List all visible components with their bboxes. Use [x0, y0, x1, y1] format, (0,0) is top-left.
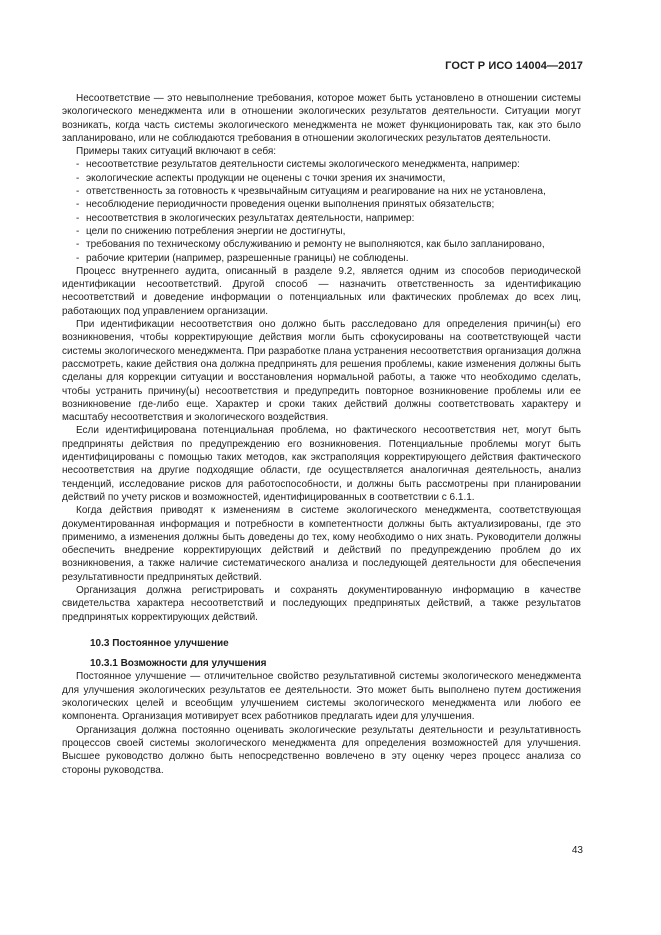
paragraph-changes: Когда действия приводят к изменениям в системе экологического менеджмента, соответствующая документированная информация и потребности в компетентности должны быть актуализированы, где это применимо, а изменения должны быть доведены до тех, кому необходимо о них знать. Руководители должны обеспечить внедрение корректирующих действий и действий по предупреждению проблем до их возникновения, а также наличие систематического анализа и последующей деятельности для обеспечения результативности предпринятых действий. [62, 505, 581, 583]
section-heading: 10.3 Постоянное улучшение [90, 637, 229, 649]
paragraph-investigation: При идентификации несоответствия оно должно быть расследовано для определения причин(ы) его возникновения, чтобы корректирующие действия могли быть сфокусированы на соответствующей части системы экологического менеджмента. При разработке плана устранения несоответствия организация должна рассмотреть, какие действия она должна предпринять для решения проблемы, какие изменения должны быть сделаны для коррекции ситуации и восстановления нормальной работы, а также что необходимо сделать, чтобы устранить причину(ы) несоответствия и предупредить повторное возникновение проблемы или ее возникновение где-либо еще. Характер и сроки таких действий должны соответствовать характеру и масштабу несоответствия и экологического воздействия. [62, 319, 581, 424]
page-number: 43 [571, 845, 583, 856]
paragraph-nonconformity-definition: Несоответствие — это невыполнение требования, которое может быть установлено в отношении системы экологического менеджмента или в отношении экологических результатов деятельности. Ситуации могут возникать, когда часть системы экологического менеджмента не может функционировать так, как это было запланировано, или не соблюдаются требования в отношении экологических результатов деятельности. [62, 93, 581, 144]
list-item: - цели по снижению потребления энергии не достигнуты, [76, 225, 346, 237]
list-item: - несоответствия в экологических результатах деятельности, например: [76, 212, 415, 224]
paragraph-potential-problem: Если идентифицирована потенциальная проблема, но фактического несоответствия нет, могут быть предприняты действия по предупреждению его возникновения. Потенциальные проблемы могут быть идентифицированы с помощью таких методов, как экстраполяция корректирующего действия фактического несоответствия на другие подходящие области, где осуществляется аналогичная деятельность, анализ тенденций, исследование рисков для работоспособности, и должны быть рассмотрены при планировании действий по учету рисков и возможностей, идентифицированных в соответствии с 6.1.1. [62, 425, 581, 503]
examples-list [62, 158, 581, 264]
document-header: ГОСТ Р ИСО 14004—2017 [445, 60, 583, 72]
paragraph-evaluation: Организация должна постоянно оценивать экологические результаты деятельности и результативность процессов своей системы экологического менеджмента для определения возможностей для улучшения. Высшее руководство должно быть непосредственно вовлечено в эту оценку через процесс анализа со стороны руководства. [62, 724, 581, 776]
list-item: - требования по техническому обслуживанию и ремонту не выполняются, как было запланировано, [76, 239, 545, 251]
subsection-heading: 10.3.1 Возможности для улучшения [90, 658, 267, 670]
document-body [62, 92, 581, 777]
list-item: - рабочие критерии (например, разрешенные границы) не соблюдены. [76, 252, 409, 264]
paragraph-examples-intro: Примеры таких ситуаций включают в себя: [76, 146, 277, 158]
paragraph-documentation: Организация должна регистрировать и сохранять документированную информацию в качестве свидетельства характера несоответствий и последующих предпринятых действий, а также результатов предпринятых корректирующих действий. [62, 584, 581, 623]
list-item: - экологические аспекты продукции не оценены с точки зрения их значимости, [76, 172, 446, 184]
paragraph-internal-audit: Процесс внутреннего аудита, описанный в разделе 9.2, является одним из способов периодической идентификации несоответствий. Другой способ — назначить ответственность за идентификацию несоответствий и доведение информации о потенциальных или фактических проблемах до всех лиц, работающих под управлением организации. [62, 265, 581, 317]
paragraph-continual-improvement: Постоянное улучшение — отличительное свойство результативной системы экологического менеджмента для улучшения экологических результатов ее деятельности. Это может быть выполнено путем достижения экологических целей и всеобщим улучшением системы экологического менеджмента или любого ее компонента. Организация мотивирует всех работников предлагать идеи для улучшения. [62, 671, 581, 723]
list-item: - несоблюдение периодичности проведения оценки выполнения принятых обязательств; [76, 199, 495, 211]
list-item: - ответственность за готовность к чрезвычайным ситуациям и реагирование на них не установлена, [76, 186, 546, 198]
list-item: - несоответствие результатов деятельности системы экологического менеджмента, например: [76, 159, 520, 171]
